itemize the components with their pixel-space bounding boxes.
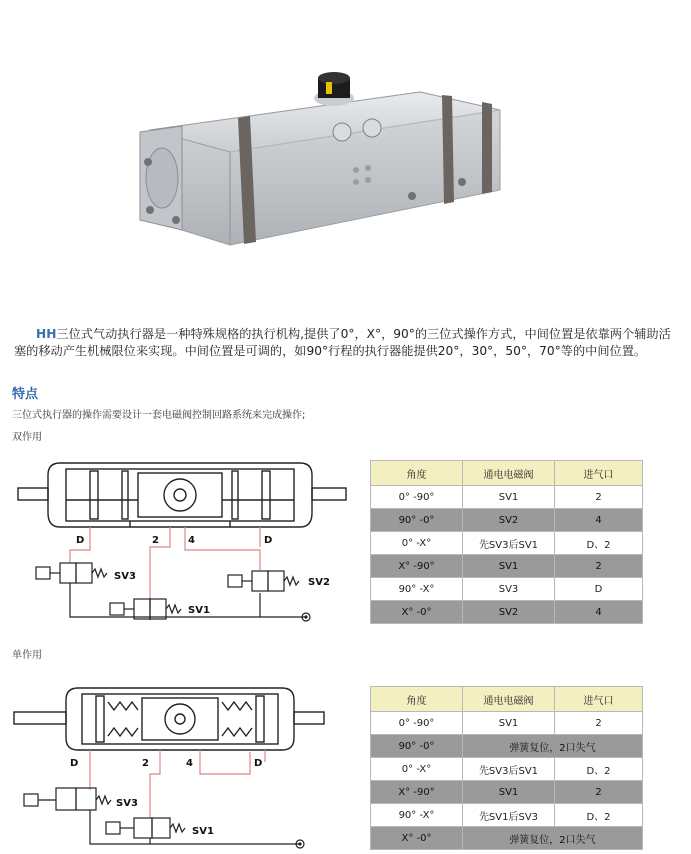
- table-cell: 2: [555, 712, 643, 735]
- port-2-label: 2: [142, 758, 149, 769]
- table-cell: 先SV1后SV3: [463, 804, 555, 827]
- table-row: [371, 781, 643, 804]
- table-cell: 0° -X°: [371, 532, 463, 555]
- table-cell: X° -90°: [371, 781, 463, 804]
- table-cell: 0° -X°: [371, 758, 463, 781]
- actuator-product-image: [120, 70, 530, 280]
- sv1-label: SV1: [188, 605, 210, 616]
- table-cell: SV1: [463, 486, 555, 509]
- table-header-valve: 通电电磁阀: [463, 687, 555, 712]
- intro-text: 三位式气动执行器是一种特殊规格的执行机构,提供了0°，X°，90°的三位式操作方式，中间位置是依靠两个辅助活塞的移动产生机械限位来实现。中间位置是可调的，如90°行程的执行器能提供20°，30°，50°，70°等的中间位置。: [14, 327, 671, 358]
- table-row: [371, 509, 643, 532]
- table-cell: SV2: [463, 601, 555, 624]
- table-cell: 2: [555, 486, 643, 509]
- table-cell: 先SV3后SV1: [463, 532, 555, 555]
- table-header-angle: 角度: [371, 687, 463, 712]
- table-cell: SV1: [463, 712, 555, 735]
- sv2-label: SV2: [308, 577, 330, 588]
- table-cell: 90° -0°: [371, 509, 463, 532]
- table-cell: 0° -90°: [371, 486, 463, 509]
- table-row: [371, 486, 643, 509]
- features-title: 特点: [12, 387, 39, 402]
- features-description: 三位式执行器的操作需要设计一套电磁阀控制回路系统来完成操作;: [12, 410, 306, 421]
- double-acting-circuit-diagram: [10, 455, 355, 640]
- table-cell: X° -0°: [371, 601, 463, 624]
- single-acting-table: [370, 686, 643, 850]
- double-acting-label: 双作用: [12, 432, 42, 443]
- table-cell: 90° -0°: [371, 735, 463, 758]
- table-cell: X° -90°: [371, 555, 463, 578]
- port-d-left-label: D: [70, 758, 79, 769]
- port-2-label: 2: [152, 535, 159, 546]
- table-cell: 4: [555, 601, 643, 624]
- port-d-left-label: D: [76, 535, 85, 546]
- table-cell: D、2: [555, 804, 643, 827]
- table-cell: SV3: [463, 578, 555, 601]
- table-cell: 2: [555, 555, 643, 578]
- port-d-right-label: D: [264, 535, 273, 546]
- table-cell: 0° -90°: [371, 712, 463, 735]
- double-acting-table: [370, 460, 643, 624]
- table-row: [371, 578, 643, 601]
- table-row: [371, 555, 643, 578]
- table-row: [371, 804, 643, 827]
- table-header-port: 进气口: [555, 461, 643, 486]
- table-row: [371, 827, 643, 850]
- table-row: [371, 735, 643, 758]
- table-cell: 90° -X°: [371, 804, 463, 827]
- table-cell: 90° -X°: [371, 578, 463, 601]
- table-cell: X° -0°: [371, 827, 463, 850]
- table-cell: SV1: [463, 781, 555, 804]
- table-cell: 4: [555, 509, 643, 532]
- table-cell: 先SV3后SV1: [463, 758, 555, 781]
- sv1-label: SV1: [192, 826, 214, 837]
- table-cell: D: [555, 578, 643, 601]
- table-cell: D、2: [555, 758, 643, 781]
- sv3-label: SV3: [116, 798, 138, 809]
- table-cell: 2: [555, 781, 643, 804]
- table-row: [371, 712, 643, 735]
- table-row: [371, 532, 643, 555]
- table-header-valve: 通电电磁阀: [463, 461, 555, 486]
- table-cell: 弹簧复位，2口失气: [463, 735, 643, 758]
- single-acting-label: 单作用: [12, 650, 42, 661]
- sv3-label: SV3: [114, 571, 136, 582]
- brand-name: HH: [36, 327, 57, 341]
- table-row: [371, 758, 643, 781]
- port-d-right-label: D: [254, 758, 263, 769]
- table-cell: 弹簧复位，2口失气: [463, 827, 643, 850]
- table-header-port: 进气口: [555, 687, 643, 712]
- port-4-label: 4: [188, 535, 195, 546]
- single-acting-circuit-diagram: [10, 682, 355, 854]
- table-cell: SV2: [463, 509, 555, 532]
- port-4-label: 4: [186, 758, 193, 769]
- table-cell: D、2: [555, 532, 643, 555]
- table-row: [371, 601, 643, 624]
- table-cell: SV1: [463, 555, 555, 578]
- table-header-angle: 角度: [371, 461, 463, 486]
- intro-paragraph: [14, 326, 682, 360]
